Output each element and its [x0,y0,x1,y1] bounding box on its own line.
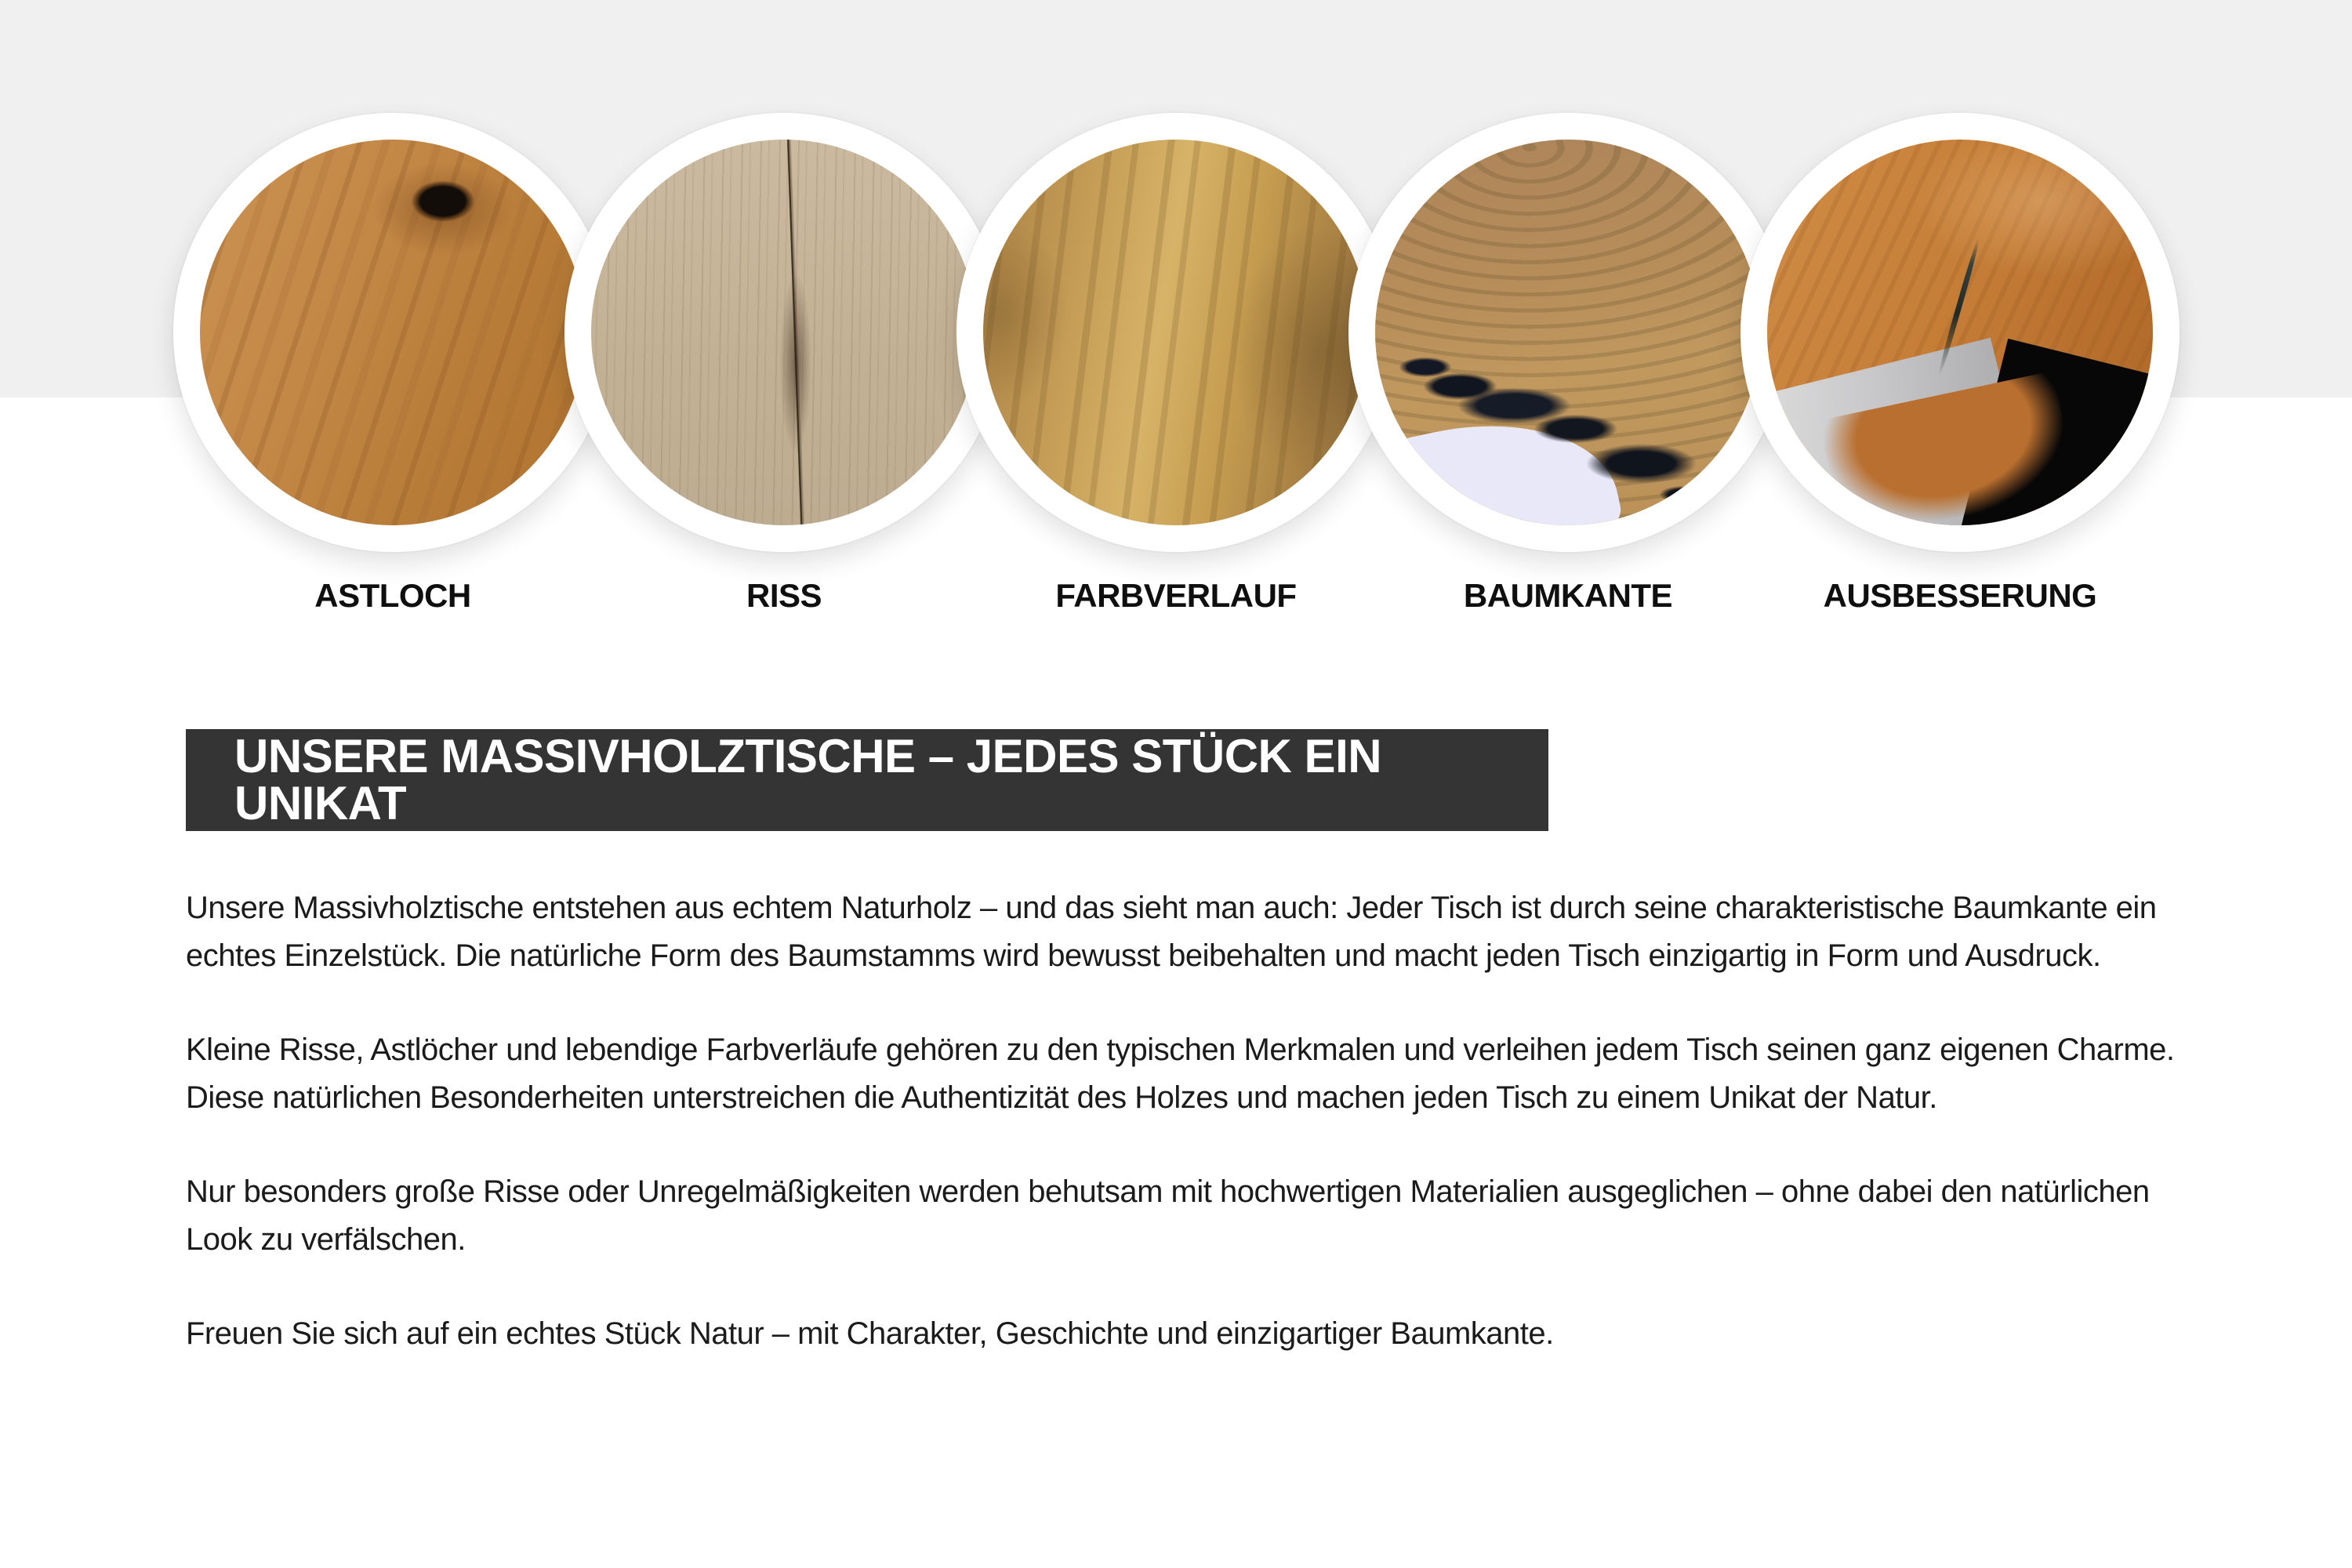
wood-sample-riss-photo [564,113,1004,552]
section-heading: UNSERE MASSIVHOLZTISCHE – JEDES STÜCK EIN UNIKAT [234,730,1382,829]
section-heading-banner [186,729,1548,831]
paragraph-1: Unsere Massivholztische entstehen aus echtem Naturholz – und das sieht man auch: Jeder Tisch ist durch seine charakteristische Baumkante ein echtes Einzelstück. Die natürliche Form des Baumstamms wird bewusst beibehalten und macht jeden Tisch einzigartig in Form und Ausdruck. [186,891,2157,973]
paragraph-2: Kleine Risse, Astlöcher und lebendige Farbverläufe gehören zu den typischen Merkmalen und verleihen jedem Tisch seinen ganz eigenen Charme. Diese natürlichen Besonderheiten unterstreichen die Authentizität des Holzes und machen jeden Tisch zu einem Unikat der Natur. [186,1033,2175,1115]
feature-label-farbverlauf: FARBVERLAUF [1055,577,1297,614]
wood-sample-ausbesserung-photo [1740,113,2180,552]
wood-sample-farbverlauf-photo [956,113,1396,552]
paragraph-3: Nur besonders große Risse oder Unregelmäßigkeiten werden behutsam mit hochwertigen Materialien ausgeglichen – ohne dabei den natürlichen Look zu verfälschen. [186,1174,2150,1257]
section-body [186,884,2193,1358]
baumkante-bark-detail [1375,140,1761,525]
feature-label-baumkante: BAUMKANTE [1463,577,1673,614]
feature-label-astloch: ASTLOCH [314,577,471,614]
feature-label-ausbesserung: AUSBESSERUNG [1823,577,2097,614]
paragraph-4: Freuen Sie sich auf ein echtes Stück Natur – mit Charakter, Geschichte und einzigartiger Baumkante. [186,1316,1554,1351]
feature-label-riss: RISS [746,577,822,614]
wood-sample-astloch-photo [173,113,612,552]
wood-sample-baumkante-photo [1348,113,1788,552]
